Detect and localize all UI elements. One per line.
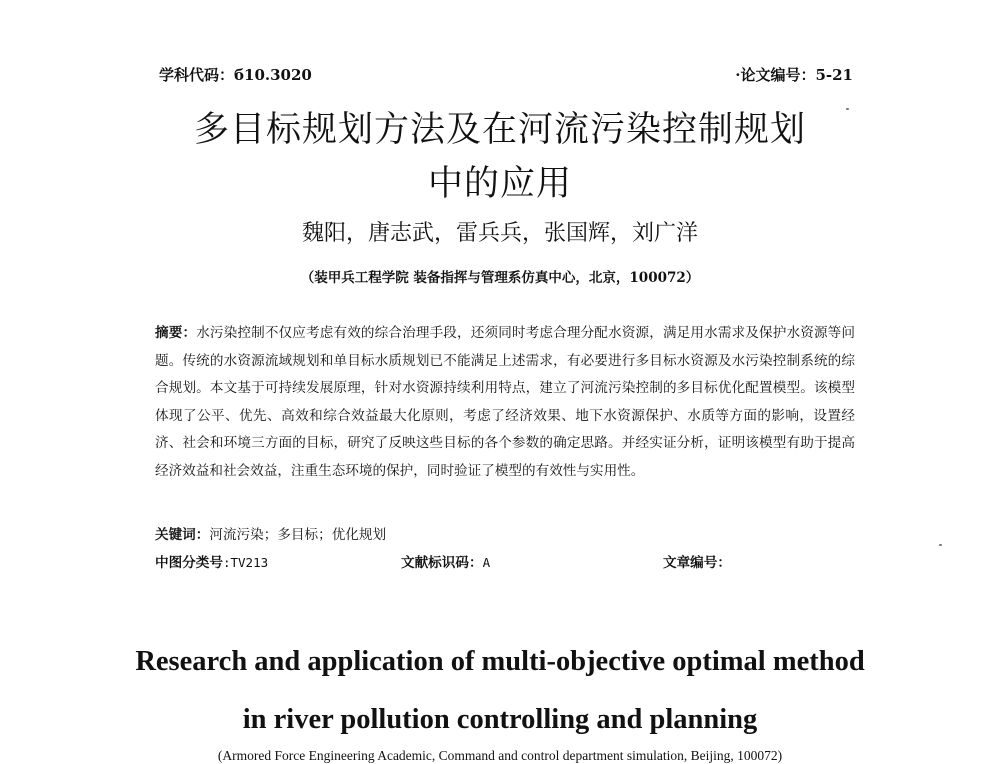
abstract-label: 摘要： — [155, 325, 197, 341]
keywords — [155, 523, 386, 543]
keywords-text: 河流污染；多目标；优化规划 — [209, 527, 387, 543]
article-number-label: 文章编号： — [663, 555, 731, 571]
abstract-text: 水污染控制不仅应考虑有效的综合治理手段，还须同时考虑合理分配水资源，满足用水需求及保护水资源等问题。传统的水资源流域规划和单目标水质规划已不能满足上述需求，有必要进行多目标水资源及水污染控制系统的综合规划。本文基于可持续发展原理，针对水资源持续利用特点，建立了河流污染控制的多目标优化配置模型。该模型体现了公平、优先、高效和综合效益最大化原则，考虑了经济效果、地下水资源保护、水质等方面的影响，设置经济、社会和环境三方面的目标，研究了反映这些目标的各个参数的确定思路。并经实证分析，证明该模型有助于提高经济效益和社会效益，注重生态环境的保护，同时验证了模型的有效性与实用性。 — [155, 325, 855, 479]
english-title-line-1: Research and application of multi-objective optimal method — [135, 646, 865, 677]
chinese-title-line-1: 多目标规划方法及在河流污染控制规划 — [193, 110, 806, 150]
subject-code: 学科代码：б10.3020 — [159, 66, 312, 84]
english-title-line-2: in river pollution controlling and planning — [242, 704, 758, 735]
paper-number: ·论文编号：5-21 — [735, 66, 853, 84]
clc-number — [155, 551, 268, 571]
keywords-label: 关键词： — [155, 527, 210, 543]
chinese-title-line-2: 中的应用 — [427, 164, 572, 204]
clc-label: 中图分类号 — [155, 555, 223, 571]
english-affiliation: (Armored Force Engineering Academic, Command and control department simulation, Beijing, 100072) — [217, 748, 783, 763]
affiliation: （装甲兵工程学院 装备指挥与管理系仿真中心，北京，100072） — [300, 270, 700, 286]
abstract — [155, 320, 855, 486]
clc-value: :TV213 — [222, 555, 269, 570]
classification-row — [155, 551, 855, 573]
document-code — [401, 551, 490, 571]
author-list: 魏阳，唐志武，雷兵兵，张国辉，刘广洋 — [301, 221, 698, 246]
article-number — [663, 551, 731, 571]
doc-code-value: A — [482, 555, 491, 570]
scan-speck — [846, 108, 849, 110]
doc-code-label: 文献标识码： — [401, 555, 483, 571]
scan-speck — [939, 544, 942, 546]
